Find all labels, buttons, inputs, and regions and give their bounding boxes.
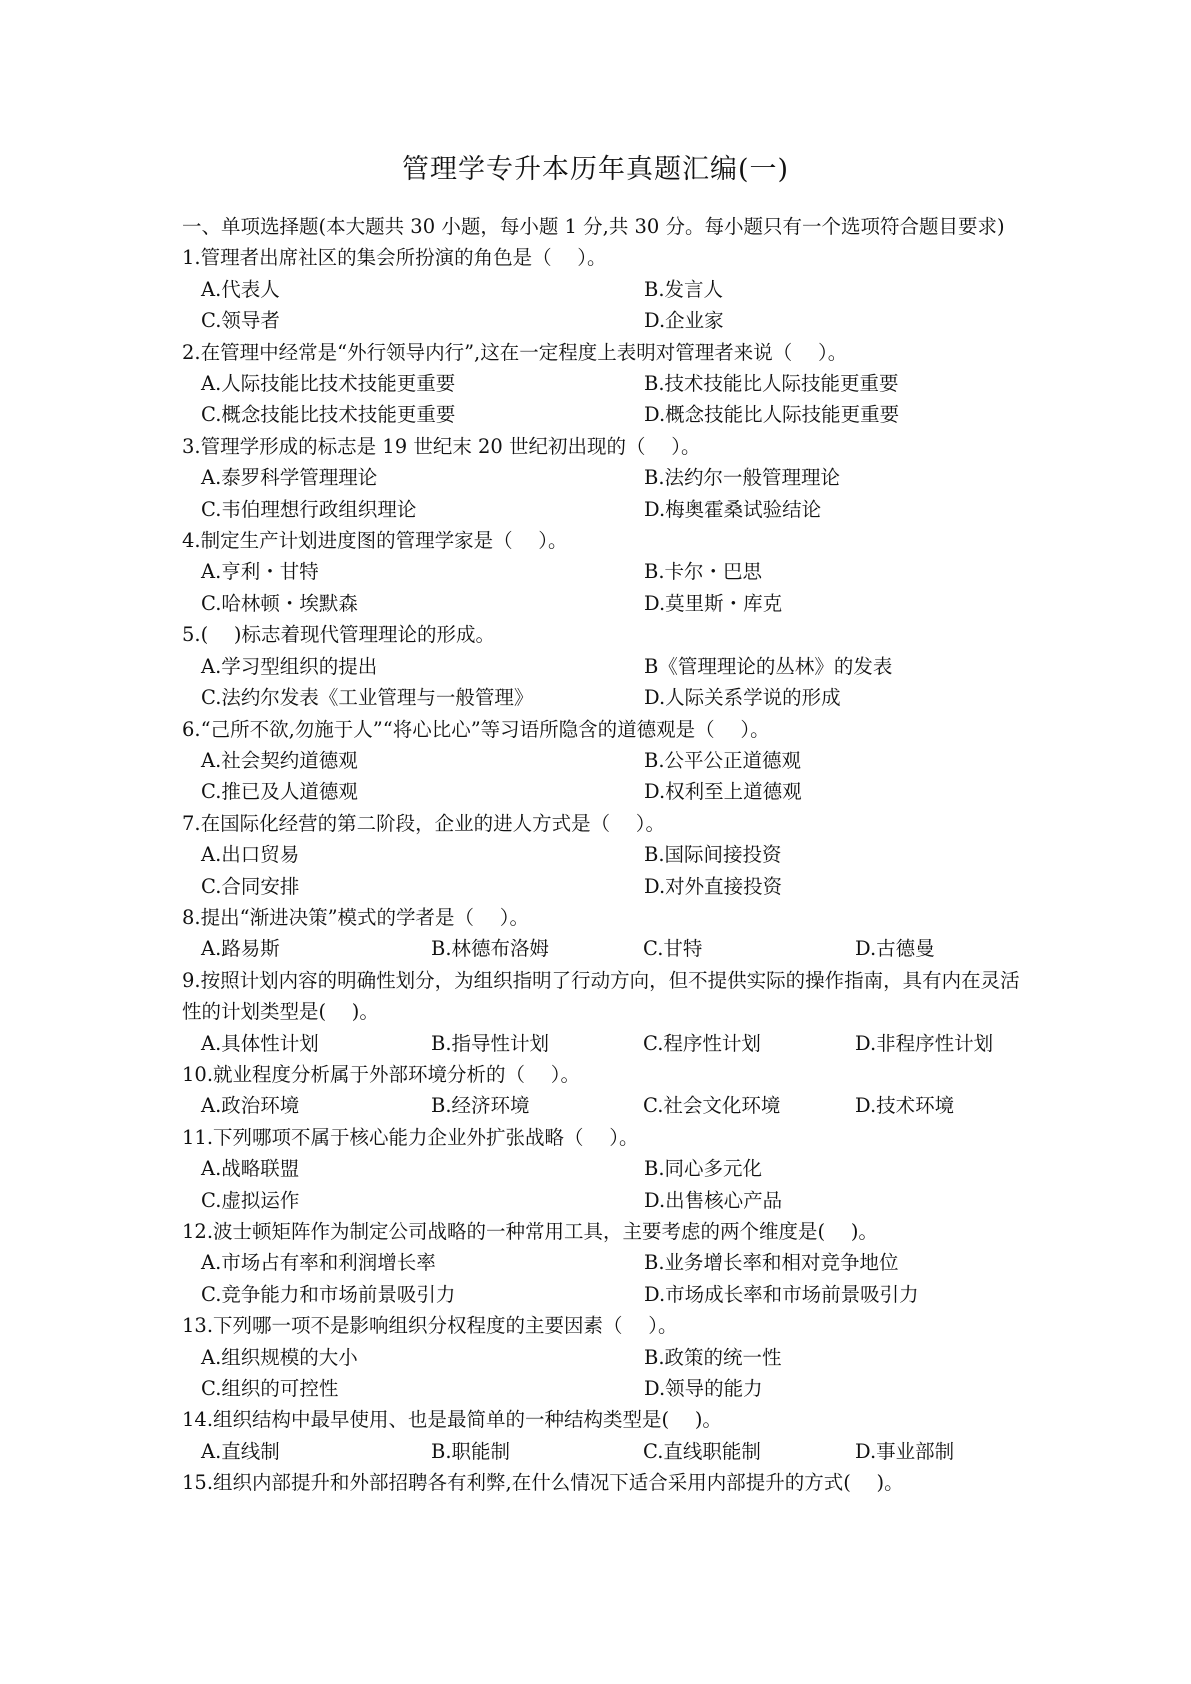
answer-option: A.亨利・甘特	[201, 560, 319, 584]
answer-option: C.法约尔发表《工业管理与一般管理》	[201, 686, 534, 710]
answer-option: B.同心多元化	[644, 1157, 763, 1181]
answer-option: A.社会契约道德观	[201, 748, 358, 772]
answer-option: B.业务增长率和相对竞争地位	[644, 1251, 899, 1275]
question-item	[182, 242, 1022, 336]
section-heading: 一、单项选择题(本大题共 30 小题，每小题 1 分,共 30 分。每小题只有一个选项符合题目要求)	[182, 215, 1005, 238]
answer-option: B.公平公正道德观	[644, 748, 802, 772]
answer-option: B.法约尔一般管理理论	[644, 466, 841, 490]
option-group	[182, 1247, 1022, 1310]
answer-option: C.领导者	[201, 309, 280, 333]
answer-option: D.企业家	[644, 309, 724, 333]
answer-option: D.对外直接投资	[644, 874, 783, 898]
answer-option: D.概念技能比人际技能更重要	[644, 403, 900, 427]
question-stem: 7.在国际化经营的第二阶段，企业的进人方式是（ ）。	[182, 811, 666, 835]
answer-option: C.甘特	[643, 937, 703, 961]
question-item	[182, 1216, 1022, 1310]
answer-option: D.梅奥霍桑试验结论	[644, 497, 822, 521]
answer-option: A.战略联盟	[201, 1157, 300, 1181]
option-group	[182, 1028, 1022, 1059]
answer-option: D.事业部制	[855, 1439, 955, 1463]
answer-option: D.权利至上道德观	[644, 780, 802, 804]
option-group	[182, 556, 1022, 619]
answer-option: C.推已及人道德观	[201, 780, 358, 804]
answer-option: B.国际间接投资	[644, 843, 782, 867]
answer-option: C.韦伯理想行政组织理论	[201, 497, 417, 521]
answer-option: C.概念技能比技术技能更重要	[201, 403, 456, 427]
answer-option: D.市场成长率和市场前景吸引力	[644, 1282, 919, 1306]
question-stem: 12.波士顿矩阵作为制定公司战略的一种常用工具，主要考虑的两个维度是( )。	[182, 1220, 878, 1243]
question-stem: 9.按照计划内容的明确性划分，为组织指明了行动方向，但不提供实际的操作指南，具有内在灵活性的计划类型是( )。	[182, 968, 1020, 1024]
question-stem: 3.管理学形成的标志是 19 世纪末 20 世纪初出现的（ ）。	[182, 434, 701, 458]
answer-option: A.学习型组织的提出	[201, 654, 378, 678]
answer-option: C.虚拟运作	[201, 1188, 300, 1212]
option-group	[182, 1090, 1022, 1121]
answer-option: A.路易斯	[201, 937, 280, 961]
answer-option: B《管理理论的丛林》的发表	[644, 654, 893, 678]
answer-option: D.领导的能力	[644, 1377, 763, 1401]
answer-option: D.人际关系学说的形成	[644, 686, 841, 710]
option-group	[182, 368, 1022, 431]
option-group	[182, 745, 1022, 808]
option-group	[182, 1153, 1022, 1216]
answer-option: B.卡尔・巴思	[644, 560, 763, 584]
question-stem: 6.“己所不欲,勿施于人”“将心比心”等习语所隐含的道德观是（ ）。	[182, 717, 770, 741]
question-stem: 13.下列哪一项不是影响组织分权程度的主要因素（ ）。	[182, 1314, 678, 1338]
question-item	[182, 965, 1022, 1059]
option-group	[182, 933, 1022, 964]
question-item	[182, 714, 1022, 808]
answer-option: D.古德曼	[855, 937, 935, 961]
option-group	[182, 274, 1022, 337]
question-item	[182, 525, 1022, 619]
answer-option: B.技术技能比人际技能更重要	[644, 372, 899, 396]
question-item	[182, 808, 1022, 902]
answer-option: A.政治环境	[201, 1094, 300, 1118]
option-group	[182, 462, 1022, 525]
question-stem: 5.( )标志着现代管理理论的形成。	[182, 623, 496, 647]
answer-option: C.程序性计划	[643, 1031, 761, 1055]
answer-option: C.社会文化环境	[643, 1094, 781, 1118]
question-item	[182, 1404, 1022, 1467]
question-item	[182, 1310, 1022, 1404]
option-group	[182, 1342, 1022, 1405]
answer-option: C.直线职能制	[643, 1439, 761, 1463]
question-stem: 2.在管理中经常是“外行领导内行”,这在一定程度上表明对管理者来说（ ）。	[182, 340, 848, 364]
answer-option: A.泰罗科学管理理论	[201, 466, 378, 490]
answer-option: C.合同安排	[201, 874, 300, 898]
question-stem: 11.下列哪项不属于核心能力企业外扩张战略（ ）。	[182, 1125, 639, 1149]
question-item	[182, 1467, 1022, 1498]
option-group	[182, 1436, 1022, 1467]
answer-option: B.经济环境	[431, 1094, 530, 1118]
answer-option: A.人际技能比技术技能更重要	[201, 372, 456, 396]
answer-option: D.出售核心产品	[644, 1188, 783, 1212]
option-group	[182, 839, 1022, 902]
question-item	[182, 337, 1022, 431]
document-title: 管理学专升本历年真题汇编(一)	[401, 154, 790, 185]
answer-option: A.代表人	[201, 277, 280, 301]
answer-option: B.指导性计划	[431, 1031, 550, 1055]
question-item	[182, 902, 1022, 965]
question-stem: 4.制定生产计划进度图的管理学家是（ ）。	[182, 529, 568, 553]
answer-option: A.组织规模的大小	[201, 1345, 358, 1369]
answer-option: B.职能制	[431, 1439, 511, 1463]
question-item	[182, 619, 1022, 713]
answer-option: C.竞争能力和市场前景吸引力	[201, 1282, 456, 1306]
answer-option: D.莫里斯・库克	[644, 591, 783, 615]
answer-option: B.政策的统一性	[644, 1345, 782, 1369]
question-stem: 1.管理者出席社区的集会所扮演的角色是（ ）。	[182, 246, 607, 270]
answer-option: A.出口贸易	[201, 843, 300, 867]
question-stem: 8.提出“渐进决策”模式的学者是（ ）。	[182, 905, 529, 929]
question-item	[182, 1122, 1022, 1216]
answer-option: A.市场占有率和利润增长率	[201, 1251, 436, 1275]
question-list	[182, 242, 1022, 1498]
answer-option: D.非程序性计划	[855, 1031, 994, 1055]
question-stem: 14.组织结构中最早使用、也是最简单的一种结构类型是( )。	[182, 1408, 722, 1432]
question-item	[182, 431, 1022, 525]
question-stem: 15.组织内部提升和外部招聘各有利弊,在什么情况下适合采用内部提升的方式( )。	[182, 1471, 904, 1495]
answer-option: B.发言人	[644, 277, 724, 301]
question-stem: 10.就业程度分析属于外部环境分析的（ ）。	[182, 1062, 580, 1086]
answer-option: D.技术环境	[855, 1094, 955, 1118]
question-item	[182, 1059, 1022, 1122]
question-section	[182, 211, 1022, 1499]
answer-option: C.哈林顿・埃默森	[201, 591, 358, 615]
option-group	[182, 651, 1022, 714]
answer-option: C.组织的可控性	[201, 1377, 339, 1401]
answer-option: A.具体性计划	[201, 1031, 319, 1055]
answer-option: A.直线制	[201, 1439, 280, 1463]
answer-option: B.林德布洛姆	[431, 937, 550, 961]
